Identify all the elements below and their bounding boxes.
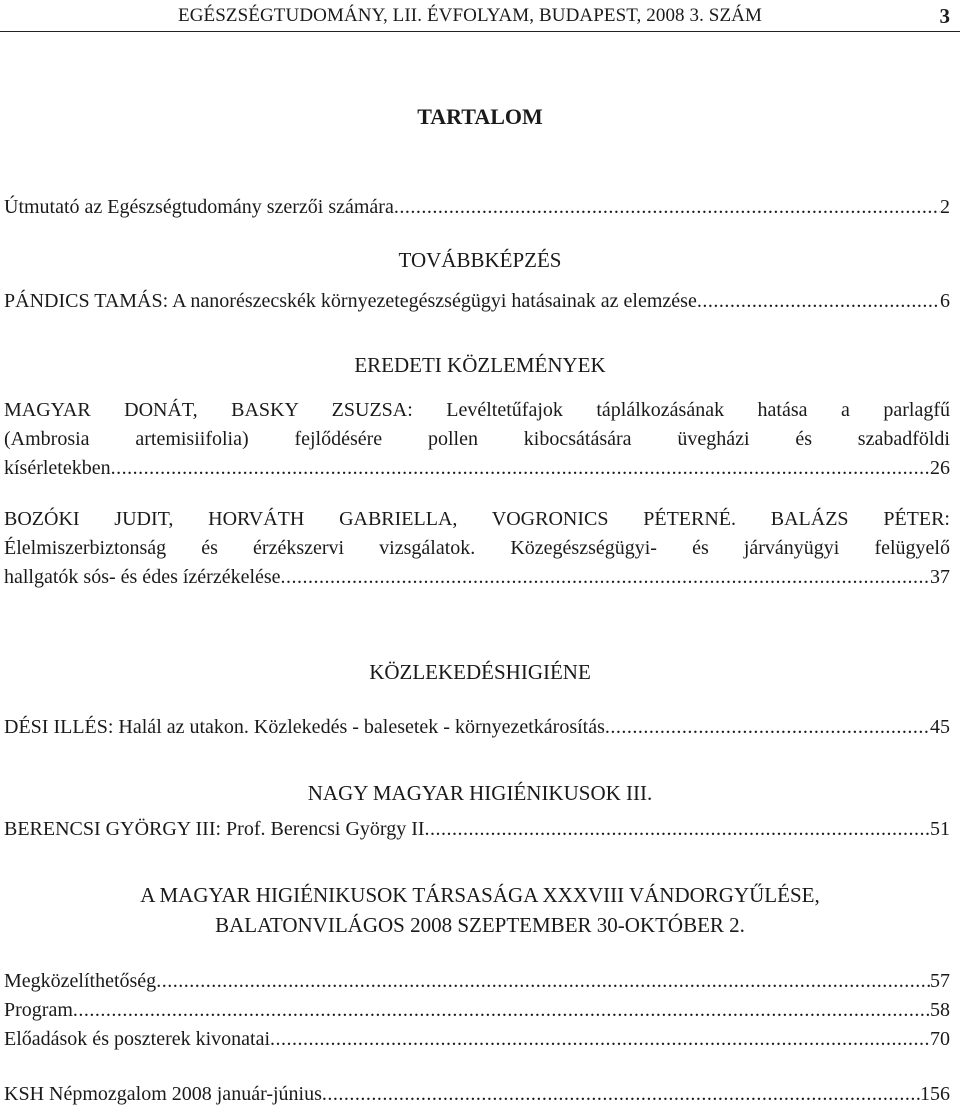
toc-entry-text: Útmutató az Egészségtudomány szerzői számára: [4, 196, 394, 218]
toc-entry-last-line: [4, 454, 950, 483]
toc-entry-megkozelithetoseg: [4, 970, 950, 993]
toc-entry-last-line: [4, 563, 950, 592]
toc-entry-page: 156: [920, 1083, 950, 1105]
toc-entry-text: hallgatók sós- és édes ízérzékelése: [4, 566, 281, 588]
toc-entry-text: PÁNDICS TAMÁS: A nanorészecskék környezetegészségügyi hatásainak az elemzése: [4, 290, 697, 312]
toc-entry-text: DÉSI ILLÉS: Halál az utakon. Közlekedés - balesetek - környezetkárosítás: [4, 716, 605, 738]
page-number: 3: [939, 4, 950, 28]
toc-entry-line: Élelmiszerbiztonság és érzékszervi vizsgálatok. Közegészségügyi- és járványügyi felügyelő: [4, 537, 950, 559]
dot-leader: [270, 1028, 930, 1051]
toc-entry-utmutato: [4, 196, 950, 219]
toc-entry-text: KSH Népmozgalom 2008 január-június: [4, 1083, 322, 1105]
toc-entry-desi: [4, 716, 950, 739]
dot-leader: [73, 999, 930, 1022]
toc-entry-magyar: [4, 396, 950, 483]
toc-entry-page: 70: [930, 1028, 950, 1050]
toc-entry-line: BOZÓKI JUDIT, HORVÁTH GABRIELLA, VOGRONICS PÉTERNÉ. BALÁZS PÉTER:: [4, 508, 950, 530]
toc-entry-text: Előadások és poszterek kivonatai: [4, 1028, 271, 1050]
dot-leader: [111, 454, 930, 483]
section-heading-vandorgyules-date: BALATONVILÁGOS 2008 SZEPTEMBER 30-OKTÓBER 2.: [215, 913, 745, 937]
dot-leader: [425, 818, 930, 841]
toc-entry-page: 58: [930, 999, 950, 1021]
toc-entry-text: BERENCSI GYÖRGY III: Prof. Berencsi György II: [4, 818, 425, 840]
section-heading-kozlekedes: KÖZLEKEDÉSHIGIÉNE: [369, 660, 591, 684]
toc-entry-ksh: [4, 1083, 950, 1106]
toc-entry-page: 37: [930, 566, 950, 588]
toc-entry-line: MAGYAR DONÁT, BASKY ZSUZSA: Levéltetűfajok táplálkozásának hatása a parlagfű: [4, 399, 950, 421]
toc-entry-page: 51: [930, 818, 950, 840]
toc-entry-text: Megközelíthetőség: [4, 970, 157, 992]
toc-entry-page: 2: [940, 196, 950, 218]
toc-entry-page: 45: [930, 716, 950, 738]
section-heading-nagy-magyar: NAGY MAGYAR HIGIÉNIKUSOK III.: [307, 781, 653, 805]
journal-title: EGÉSZSÉGTUDOMÁNY, LII. ÉVFOLYAM, BUDAPEST, 2008 3. SZÁM: [178, 5, 762, 26]
dot-leader: [605, 716, 930, 739]
section-heading-eredeti: EREDETI KÖZLEMÉNYEK: [354, 353, 606, 377]
dot-leader: [394, 196, 940, 219]
toc-entry-program: [4, 999, 950, 1022]
dot-leader: [156, 970, 930, 993]
toc-entry-text: kísérletekben: [4, 457, 111, 479]
running-header: [0, 3, 960, 32]
toc-entry-page: 6: [940, 290, 950, 312]
toc-entry-page: 57: [930, 970, 950, 992]
dot-leader: [281, 563, 930, 592]
toc-entry-berencsi: [4, 818, 950, 841]
dot-leader: [322, 1083, 920, 1106]
toc-entry-pandics: [4, 290, 950, 313]
section-heading-tovabbkepzes: TOVÁBBKÉPZÉS: [398, 248, 562, 272]
toc-entry-eloadasok: [4, 1028, 950, 1051]
toc-entry-text: Program: [4, 999, 73, 1021]
toc-entry-line: (Ambrosia artemisiifolia) fejlődésére pollen kibocsátására üvegházi és szabadföldi: [4, 428, 950, 450]
section-heading-vandorgyules: A MAGYAR HIGIÉNIKUSOK TÁRSASÁGA XXXVIII VÁNDORGYŰLÉSE,: [140, 883, 820, 907]
toc-title: TARTALOM: [417, 104, 543, 129]
dot-leader: [697, 290, 940, 313]
toc-entry-bozoki: [4, 505, 950, 592]
toc-entry-page: 26: [930, 457, 950, 479]
